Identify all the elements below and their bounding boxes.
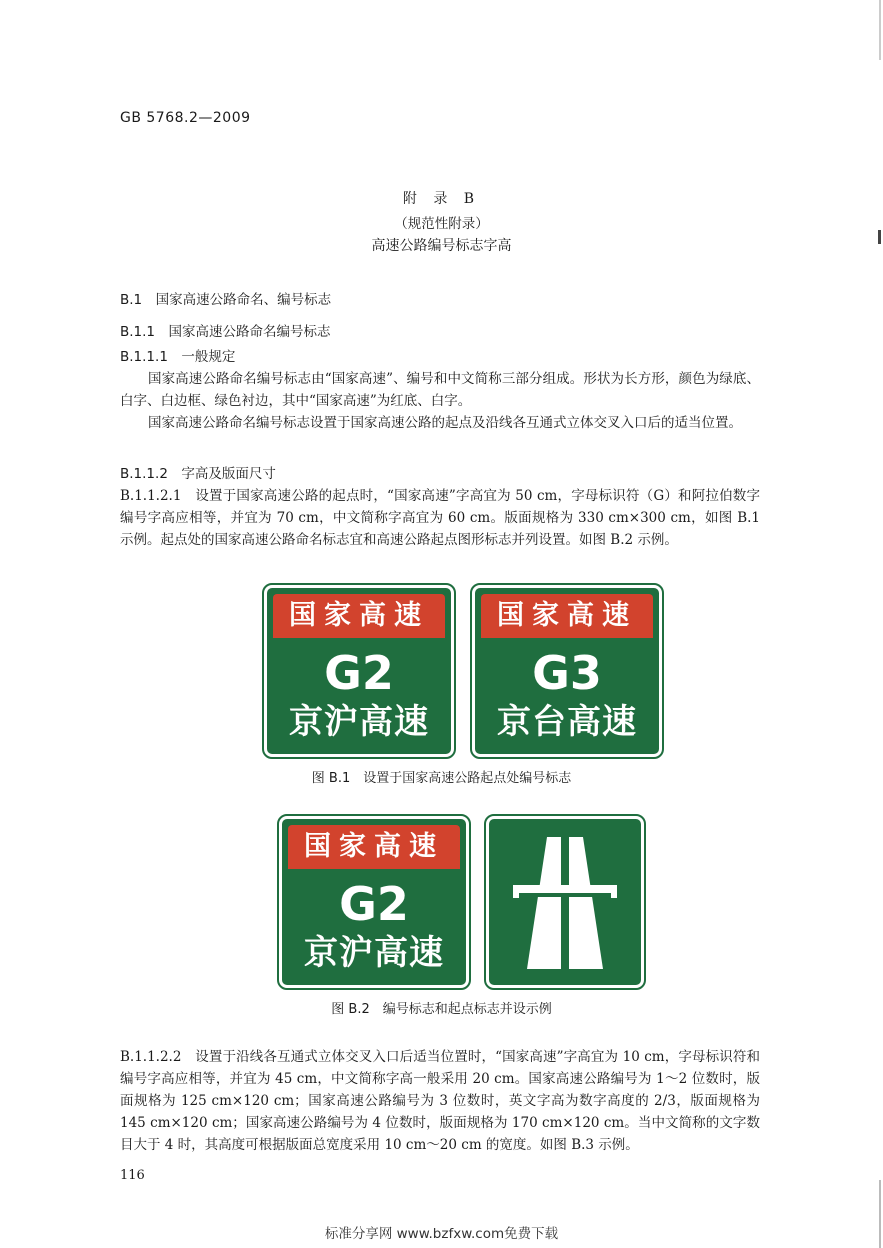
figure-b1-caption: 图 B.1 设置于国家高速公路起点处编号标志 — [311, 771, 572, 786]
section-b112-heading: B.1.1.2 字高及版面尺寸 — [120, 466, 276, 482]
section-b1-heading: B.1 国家高速公路命名、编号标志 — [120, 292, 332, 308]
sign-top-label: 国家高速 — [481, 594, 653, 638]
sign-route-name: 京沪高速 — [304, 933, 444, 973]
expressway-sign-g3 — [472, 585, 662, 757]
sign-number: G3 — [532, 646, 602, 700]
expressway-road-icon — [489, 819, 641, 985]
sign-top-label: 国家高速 — [288, 825, 460, 869]
appendix-label: 附 录 B — [402, 191, 481, 207]
sign-number: G2 — [324, 646, 394, 700]
section-b11-heading: B.1.1 国家高速公路命名编号标志 — [120, 324, 331, 340]
expressway-start-symbol-sign — [486, 816, 644, 988]
sign-top-label: 国家高速 — [273, 594, 445, 638]
appendix-title: 高速公路编号标志字高 — [371, 238, 512, 254]
paragraph-general-2: 国家高速公路命名编号标志设置于国家高速公路的起点及沿线各互通式立体交叉入口后的适当位置。 — [148, 415, 742, 431]
sign-route-name: 京沪高速 — [289, 702, 429, 742]
expressway-sign-g2 — [264, 585, 454, 757]
paragraph-b1121: B.1.1.2.1 设置于国家高速公路的起点时，“国家高速”字高宜为 50 cm，字母标识符（G）和阿拉伯数字编号字高应相等，并宜为 70 cm，中文简称字高宜为 60 cm。版面规格为 330 cm×300 cm，如图 B.1 示例。起点处的国家高速公路命名标志宜和高速公路起点图形标志并列设置。如图 B.2 示例。 — [120, 488, 760, 548]
appendix-type: （规范性附录） — [394, 216, 489, 232]
paragraph-b1122: B.1.1.2.2 设置于沿线各互通式立体交叉入口后适当位置时，“国家高速”字高宜为 10 cm，字母标识符和编号字高应相等，并宜为 45 cm，中文简称字高一般采用 20 cm。国家高速公路编号为 1～2 位数时，版面规格为 125 cm×120 cm；国家高速公路编号为 3 位数时，英文字高为数字高度的 2/3，版面规格为 145 cm×120 cm；国家高速公路编号为 4 位数时，版面规格为 170 cm×120 cm。当中文简称的文字数目大于 4 时，其高度可根据版面总宽度采用 10 cm～20 cm 的宽度。如图 B.3 示例。 — [120, 1049, 760, 1153]
sign-number: G2 — [339, 877, 409, 931]
paragraph-general-1: 国家高速公路命名编号标志由“国家高速”、编号和中文简称三部分组成。形状为长方形，颜色为绿底、白字、白边框、绿色衬边，其中“国家高速”为红底、白字。 — [120, 371, 760, 409]
page-number: 116 — [120, 1168, 145, 1183]
section-b111-heading: B.1.1.1 一般规定 — [120, 349, 236, 365]
sign-route-name: 京台高速 — [497, 702, 637, 742]
scan-edge-mark — [877, 0, 883, 1248]
standard-code: GB 5768.2—2009 — [120, 110, 251, 126]
figure-b2-caption: 图 B.2 编号标志和起点标志并设示例 — [331, 1002, 552, 1017]
expressway-sign-g2-start — [279, 816, 469, 988]
footer-watermark: 标准分享网 www.bzfxw.com免费下载 — [324, 1226, 559, 1242]
